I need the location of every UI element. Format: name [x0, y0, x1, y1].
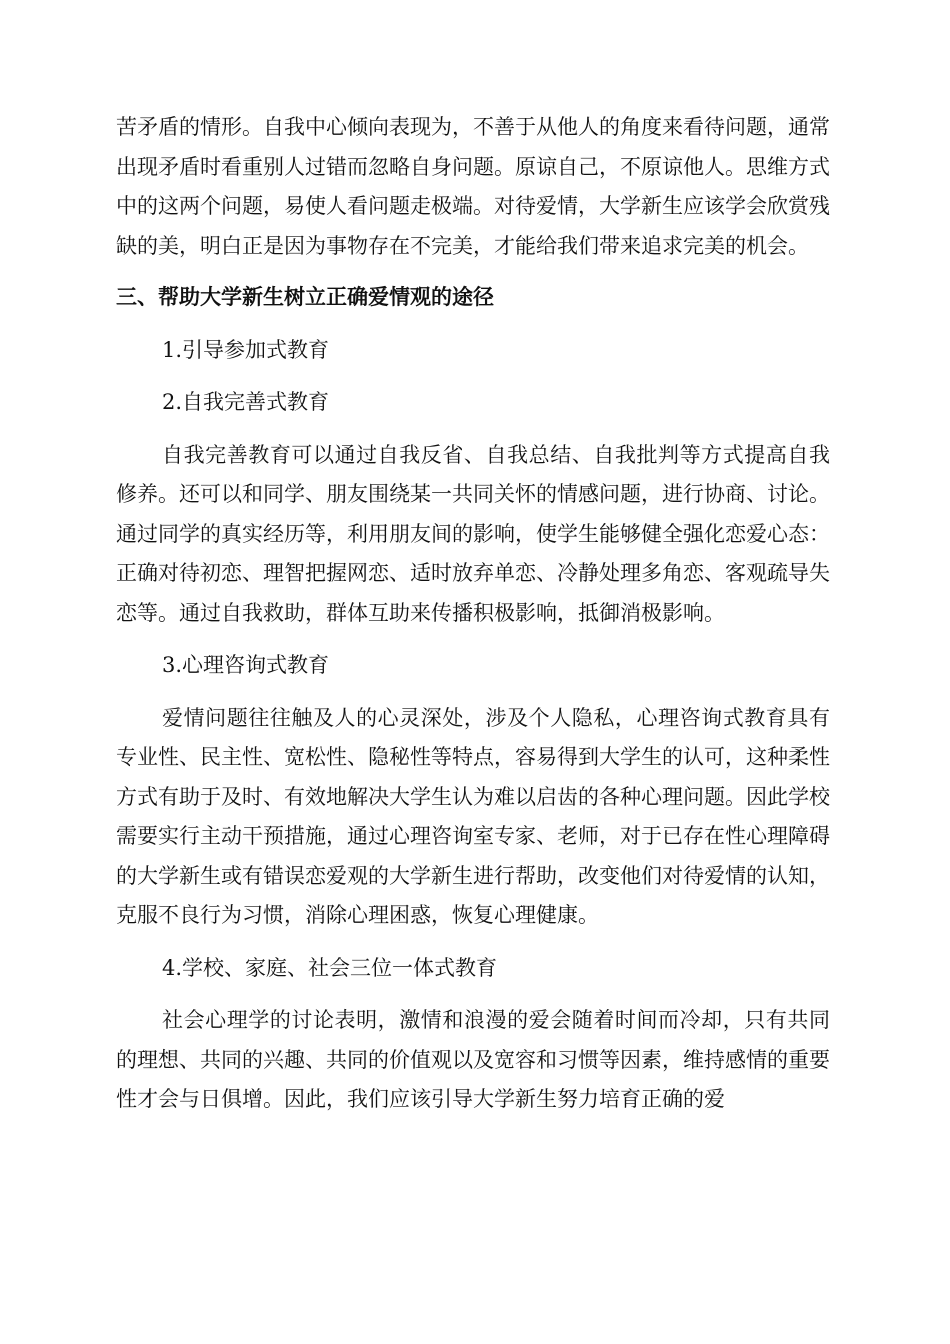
item-3-body: 爱情问题往往触及人的心灵深处，涉及个人隐私，心理咨询式教育具有专业性、民主性、宽松性、隐秘性等特点，容易得到大学生的认可，这种柔性方式有助于及时、有效地解决大学生认为难以启齿的各种心理问题。因此学校需要实行主动干预措施，通过心理咨询室专家、老师，对于已存在性心理障碍的大学新生或有错误恋爱观的大学新生进行帮助，改变他们对待爱情的认知，克服不良行为习惯，消除心理困惑，恢复心理健康。 [116, 705, 830, 927]
item-3-title: 3.心理咨询式教育 [162, 653, 330, 677]
item-4-body: 社会心理学的讨论表明，激情和浪漫的爱会随着时间而冷却，只有共同的理想、共同的兴趣、共同的价值观以及宽容和习惯等因素，维持感情的重要性才会与日俱增。因此，我们应该引导大学新生努力培育正确的爱 [116, 1008, 830, 1111]
item-4-title: 4.学校、家庭、社会三位一体式教育 [162, 955, 498, 980]
section-heading: 三、帮助大学新生树立正确爱情观的途径 [116, 285, 494, 309]
paragraph-continued: 苦矛盾的情形。自我中心倾向表现为，不善于从他人的角度来看待问题，通常出现矛盾时看重别人过错而忽略自身问题。原谅自己，不原谅他人。思维方式中的这两个问题，易使人看问题走极端。对待爱情，大学新生应该学会欣赏残缺的美，明白正是因为事物存在不完美，才能给我们带来追求完美的机会。 [116, 115, 830, 258]
item-2-body: 自我完善教育可以通过自我反省、自我总结、自我批判等方式提高自我修养。还可以和同学、朋友围绕某一共同关怀的情感问题，进行协商、讨论。通过同学的真实经历等，利用朋友间的影响，使学生能够健全强化恋爱心态：正确对待初恋、理智把握网恋、适时放弃单恋、冷静处理多角恋、客观疏导失恋等。通过自我救助，群体互助来传播积极影响，抵御消极影响。 [116, 442, 830, 625]
item-1-title: 1.引导参加式教育 [162, 337, 330, 362]
item-2-title: 2.自我完善式教育 [162, 390, 330, 414]
document-page [116, 108, 830, 1120]
